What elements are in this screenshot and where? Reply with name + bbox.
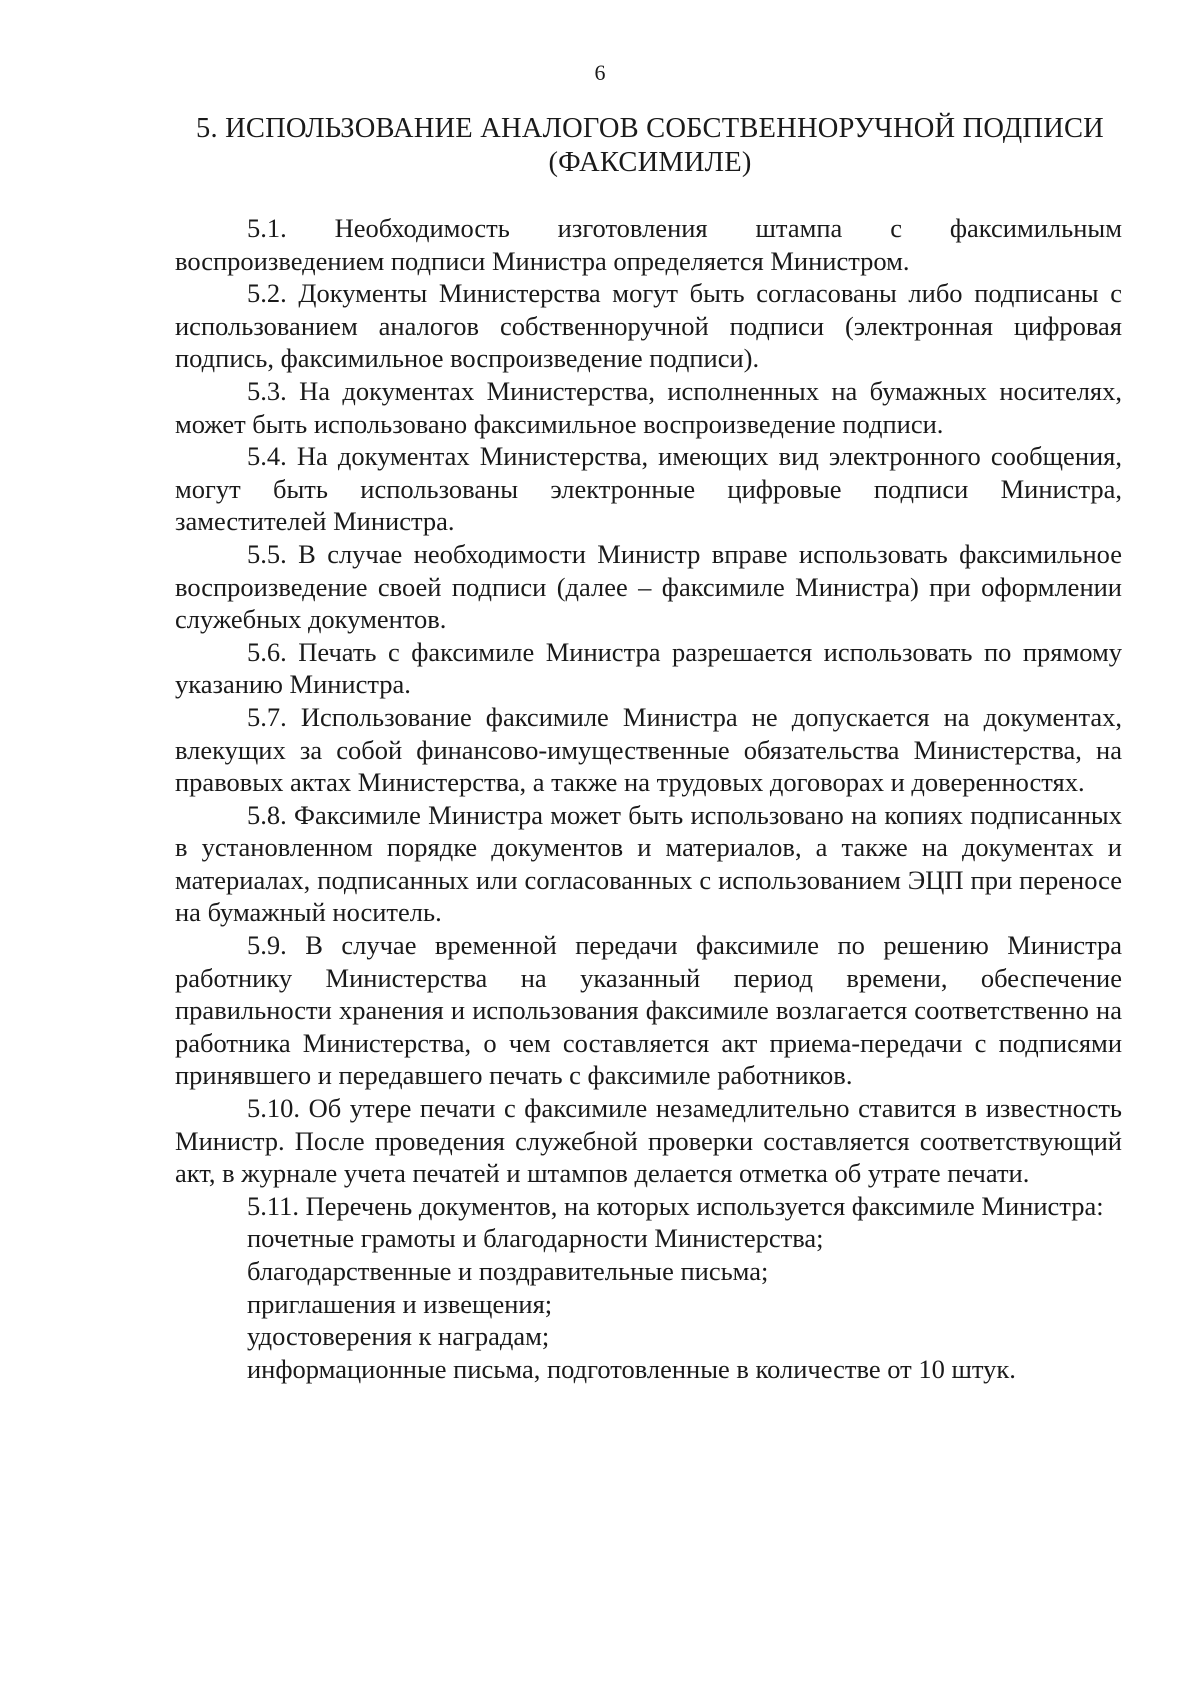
list-item: почетные грамоты и благодарности Министерства; [247,1223,824,1254]
paragraph-5-1: 5.1. Необходимость изготовления штампа с факсимильным воспроизведением подписи Министра определяется Министром. [175,213,1122,276]
facsimile-document-list [175,1222,1122,1385]
paragraph-5-7: 5.7. Использование факсимиле Министра не допускается на документах, влекущих за собой финансово-имущественные обязательства Министерства, на правовых актах Министерства, а также на трудовых договорах и доверенностях. [175,701,1122,798]
document-body [175,212,1122,1385]
paragraph-5-3: 5.3. На документах Министерства, исполненных на бумажных носителях, может быть использовано факсимильное воспроизведение подписи. [175,375,1122,439]
paragraph-5-4: 5.4. На документах Министерства, имеющих вид электронного сообщения, могут быть использованы электронные цифровые подписи Министра, заместителей Министра. [175,441,1122,537]
list-item: приглашения и извещения; [247,1288,553,1319]
list-item: удостоверения к наградам; [247,1321,550,1352]
list-item: информационные письма, подготовленные в количестве от 10 штук. [247,1353,1016,1384]
paragraph-5-11: 5.11. Перечень документов, на которых используется факсимиле Министра: [247,1190,1104,1221]
paragraph-5-8: 5.8. Факсимиле Министра может быть использовано на копиях подписанных в установленном порядке документов и материалов, а также на документах и материалах, подписанных или согласованных с использованием ЭЦП при переносе на бумажный носитель. [175,799,1122,928]
paragraph-5-10: 5.10. Об утере печати с факсимиле незамедлительно ставится в известность Министр. После проведения служебной проверки составляется соответствующий акт, в журнале учета печатей и штампов делается отметка об утрате печати. [175,1093,1122,1189]
list-item: благодарственные и поздравительные письма; [247,1256,769,1286]
paragraph-5-2: 5.2. Документы Министерства могут быть согласованы либо подписаны с использованием аналогов собственноручной подписи (электронная цифровая подпись, факсимильное воспроизведение подписи). [175,278,1122,374]
paragraph-5-6: 5.6. Печать с факсимиле Министра разрешается использовать по прямому указанию Министра. [175,636,1122,700]
section-title: 5. ИСПОЛЬЗОВАНИЕ АНАЛОГОВ СОБСТВЕННОРУЧНОЙ ПОДПИСИ (ФАКСИМИЛЕ) [196,113,1104,178]
paragraph-5-5: 5.5. В случае необходимости Министр вправе использовать факсимильное воспроизведение своей подписи (далее – факсимиле Министра) при оформлении служебных документов. [175,538,1122,635]
paragraph-5-9: 5.9. В случае временной передачи факсимиле по решению Министра работнику Министерства на указанный период времени, обеспечение правильности хранения и использования факсимиле возлагается соответственно на работника Министерства, о чем составляется акт приема-передачи с подписями принявшего и передавшего печать с факсимиле работников. [175,930,1122,1091]
page-number: 6 [594,60,606,85]
